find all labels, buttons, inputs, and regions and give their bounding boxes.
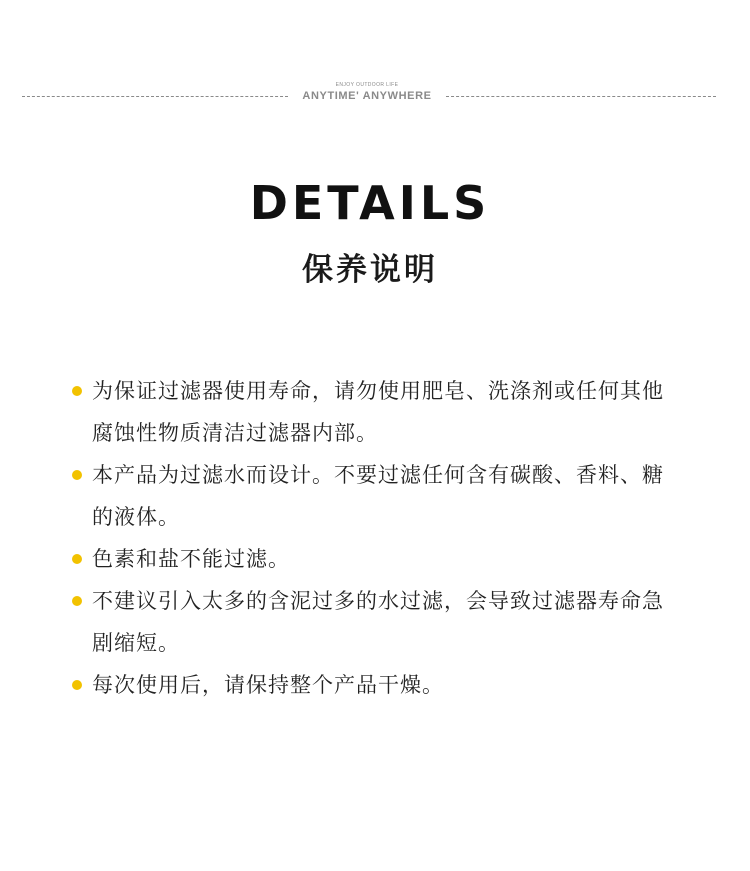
list-item-text: 本产品为过滤水而设计。不要过滤任何含有碳酸、香料、糖的液体。	[92, 463, 664, 529]
header-band	[22, 80, 716, 110]
divider-left	[22, 96, 288, 97]
list-item	[72, 538, 672, 580]
tagline: ANYTIME' ANYWHERE	[302, 90, 432, 102]
care-instructions-list	[72, 370, 672, 706]
list-item-text: 不建议引入太多的含泥过多的水过滤，会导致过滤器寿命急剧缩短。	[92, 589, 664, 655]
list-item	[72, 664, 672, 706]
divider-right	[446, 96, 716, 97]
list-item-text: 每次使用后，请保持整个产品干燥。	[92, 673, 444, 697]
bullet-dot-icon	[72, 680, 82, 690]
list-item-text: 为保证过滤器使用寿命，请勿使用肥皂、洗涤剂或任何其他腐蚀性物质清洁过滤器内部。	[92, 379, 664, 445]
bullet-dot-icon	[72, 386, 82, 396]
page-subtitle: 保养说明	[302, 252, 438, 288]
page-title: DETAILS	[249, 176, 491, 230]
tagline-small: ENJOY OUTDOOR LIFE	[335, 82, 399, 88]
bullet-dot-icon	[72, 470, 82, 480]
bullet-dot-icon	[72, 554, 82, 564]
list-item	[72, 370, 672, 454]
list-item-text: 色素和盐不能过滤。	[92, 547, 290, 571]
bullet-dot-icon	[72, 596, 82, 606]
list-item	[72, 454, 672, 538]
list-item	[72, 580, 672, 664]
